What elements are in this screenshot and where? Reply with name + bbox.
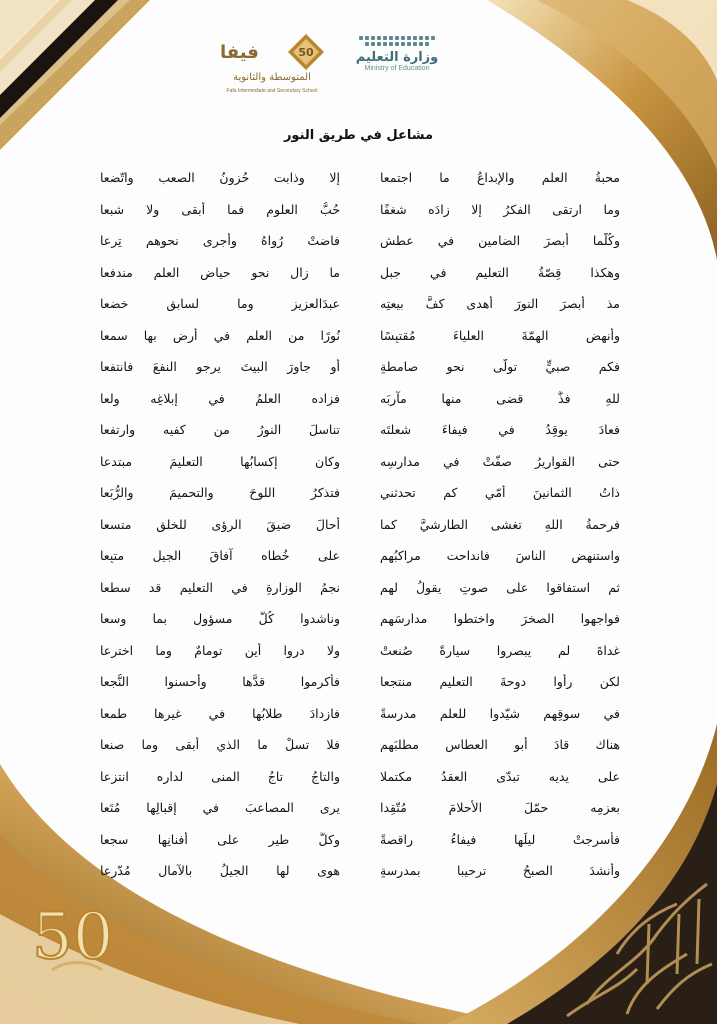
school-name-en: Fafa Intermediate and Secondary School <box>226 88 318 94</box>
anniversary-badge-icon <box>286 32 326 72</box>
verse-first-hemistich: فواجهوا الصخرَ واختطوا مدارسَهم <box>380 611 620 627</box>
verse-second-hemistich: نُورًا من العلمِ في أرضٍ بها سمعا <box>100 327 340 343</box>
verse-first-hemistich: في سوقِهم شيّدوا للعلمِ مدرسةً <box>380 705 620 721</box>
verse-row <box>100 257 620 289</box>
verse-second-hemistich: حُبُّ العلومِ فما أبقى ولا شبعا <box>100 201 340 217</box>
verse-first-hemistich: فرحمةُ اللهِ تغشى الطارشيَّ كما <box>380 516 620 532</box>
ministry-name-ar: وزارة التعليم <box>355 50 439 65</box>
verse-first-hemistich: ذاتُ الثمانينَ أمّي كم تحدثني <box>380 485 620 501</box>
verse-first-hemistich: وكُلّما أبصرَ الضامين في عطشٍ <box>380 233 620 249</box>
verse-second-hemistich: فتذكرُ اللوحَ والتحميمَ والرُّبَعا <box>100 485 340 501</box>
verse-row <box>100 824 620 856</box>
verse-second-hemistich: تناسلَ النورُ من كفيه وارتفعا <box>100 422 340 438</box>
verse-second-hemistich: وكلُّ طيرٍ على أفنانِها سجعا <box>100 831 340 847</box>
verse-second-hemistich: فلا تسلْ ما الذي أبقى وما صنعا <box>100 737 340 753</box>
verse-row <box>100 446 620 478</box>
verse-first-hemistich: على يديه تبدّى العقدُ مكتملا <box>380 768 620 784</box>
ministry-logo <box>352 36 442 100</box>
verse-second-hemistich: فازدادَ طلابُها في غيرِها طمعا <box>100 705 340 721</box>
emblem-number: 50 <box>32 900 114 974</box>
verse-row <box>100 383 620 415</box>
verse-first-hemistich: مذ أبصرَ النورَ أهدى كفَّ بيعتِه <box>380 296 620 312</box>
verse-second-hemistich: والتاجُ تاجُ المنى لداره انتزعا <box>100 768 340 784</box>
ministry-logo-mark <box>358 36 436 46</box>
verse-first-hemistich: للهِ فذٌّ قضى منها مآربَه <box>380 390 620 406</box>
verse-first-hemistich: ثم استفاقوا على صوتٍ يقولُ لهم <box>380 579 620 595</box>
verse-first-hemistich: فكم صبيٍّ تولّى نحو صامطةٍ <box>380 359 620 375</box>
verse-second-hemistich: ولا دروا أين تومامٌ وما اخترعا <box>100 642 340 658</box>
verse-row <box>100 414 620 446</box>
verse-second-hemistich: فاضتْ رُواهُ وأجرى نحوهم تِرعا <box>100 233 340 249</box>
verse-first-hemistich: وأنهض الهمّةَ العلياءَ مُقتبِسًا <box>380 327 620 343</box>
verse-first-hemistich: غداةَ لم يبصروا سيارةً صُنعتْ <box>380 642 620 658</box>
verse-second-hemistich: أحالَ ضيقَ الرؤى للخلقِ متسعا <box>100 516 340 532</box>
verse-second-hemistich: هوى لها الجيلُ بالآمالِ مُدّرِعا <box>100 863 340 879</box>
verse-row <box>100 162 620 194</box>
verse-row <box>100 729 620 761</box>
verse-first-hemistich: وما ارتقى الفكرُ إلا زادَه شغفًا <box>380 201 620 217</box>
verse-row <box>100 761 620 793</box>
verse-second-hemistich: ما زال نحو حياضِ العلمِ مندفعا <box>100 264 340 280</box>
verse-row <box>100 320 620 352</box>
verse-row <box>100 288 620 320</box>
badge-number: 50 <box>298 46 314 59</box>
verse-second-hemistich: فأكرموا قدَّها وأحسنوا النُّجعا <box>100 674 340 690</box>
ministry-name-en: Ministry of Education <box>364 65 430 72</box>
verse-row <box>100 477 620 509</box>
verse-row <box>100 225 620 257</box>
verse-first-hemistich: واستنهض الناسَ فانداحت مراكبُهم <box>380 548 620 564</box>
corner-ornament-top-left <box>0 0 170 170</box>
verse-first-hemistich: وهكذا قِصّةُ التعليمِ في جبلٍ <box>380 264 620 280</box>
school-logo <box>212 32 332 102</box>
verse-second-hemistich: يرى المصاعبَ في إقبالِها مُتَعا <box>100 800 340 816</box>
verse-first-hemistich: هناك قادَ أبو العطاسِ مطلبَهم <box>380 737 620 753</box>
verse-row <box>100 792 620 824</box>
verse-row <box>100 194 620 226</box>
verse-row <box>100 509 620 541</box>
verse-second-hemistich: على خُطاه آفاقَ الجيلِ متبِعا <box>100 548 340 564</box>
verse-second-hemistich: وناشدوا كُلَّ مسؤولٍ بما وسعا <box>100 611 340 627</box>
verse-first-hemistich: حتى القواريرُ صفّتْ في مدارسِه <box>380 453 620 469</box>
verse-row <box>100 572 620 604</box>
verse-second-hemistich: عبدَالعزيزِ وما لسابقٍ خضعا <box>100 296 340 312</box>
verse-second-hemistich: أو جاورَ البيتَ يرجو النفعَ فانتفعا <box>100 359 340 375</box>
poem-title: مشاعل في طريق النور <box>283 128 434 143</box>
verse-first-hemistich: محبةُ العلمِ والإبداعُ ما اجتمعا <box>380 170 620 186</box>
verse-first-hemistich: فعادَ يوقِدُ في فيفاءَ شعلتَه <box>380 422 620 438</box>
school-name: فيفا <box>220 42 259 63</box>
verse-second-hemistich: نجمُ الوزارةِ في التعليمِ قد سطعا <box>100 579 340 595</box>
verse-row <box>100 635 620 667</box>
verse-row <box>100 540 620 572</box>
verse-row <box>100 855 620 887</box>
verse-first-hemistich: لكن رأوا دوحةَ التعليمِ منتجعا <box>380 674 620 690</box>
verse-first-hemistich: بعزمِه حمّلَ الأحلامَ مُتّقِدا <box>380 800 620 816</box>
verse-second-hemistich: إلا وذابت حُزونُ الصعبِ واتّضعا <box>100 170 340 186</box>
verse-row <box>100 603 620 635</box>
verse-first-hemistich: فأسرجتْ ليلَها فيفاءُ راقصةً <box>380 831 620 847</box>
verse-second-hemistich: فزاده العلمُ في إبلاغِه ولعا <box>100 390 340 406</box>
verse-row <box>100 351 620 383</box>
poem-body <box>100 162 620 887</box>
verse-row <box>100 666 620 698</box>
verse-second-hemistich: وكان إكسابُها التعليمَ مبتدعا <box>100 453 340 469</box>
verse-row <box>100 698 620 730</box>
verse-first-hemistich: وأنشدَ الصبحُ ترحيبا بمدرسةٍ <box>380 863 620 879</box>
school-subtitle: المتوسطة والثانوية <box>233 72 311 83</box>
anniversary-50-emblem <box>22 888 132 978</box>
